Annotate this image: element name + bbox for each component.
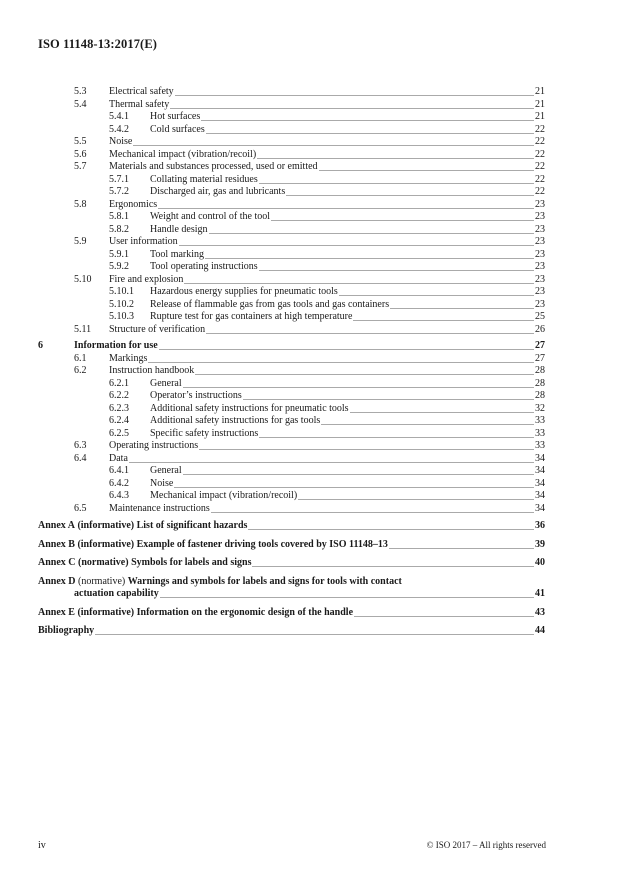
- toc-entry[interactable]: [0, 186, 620, 199]
- toc-entry-number: 5.9: [74, 236, 87, 247]
- toc-entry-line: [150, 249, 545, 262]
- leader-dots: [353, 320, 534, 321]
- leader-dots: [390, 308, 534, 309]
- toc-entry-number: 6.4.2: [109, 477, 129, 489]
- toc-entry-number: 6.2.2: [109, 390, 129, 401]
- toc-entry-title: General: [150, 377, 182, 389]
- toc-entry[interactable]: [0, 161, 620, 174]
- toc-entry-title: Ergonomics: [109, 198, 158, 210]
- toc-bibliography-entry[interactable]: [0, 625, 620, 638]
- toc-entry[interactable]: [0, 490, 620, 503]
- toc-entry-title: Thermal safety: [109, 98, 170, 110]
- annex-page: 36: [535, 520, 545, 531]
- toc-entry-line: [150, 403, 545, 416]
- toc-entry-page: 23: [535, 211, 545, 222]
- annex-type: (informative): [77, 538, 135, 550]
- toc-entry[interactable]: [0, 211, 620, 224]
- toc-entry[interactable]: [0, 440, 620, 453]
- leader-dots: [170, 108, 534, 109]
- toc-entry-number: 5.7.1: [109, 173, 129, 185]
- toc-entry-page: 34: [535, 502, 545, 514]
- toc-entry-number: 5.9.2: [109, 261, 129, 272]
- toc-entry-number: 5.3: [74, 86, 87, 97]
- toc-entry-line: [150, 490, 545, 503]
- annex-label: Annex B: [38, 538, 75, 550]
- toc-entry-title: Specific safety instructions: [150, 427, 259, 439]
- toc-entry-page: 23: [535, 273, 545, 285]
- leader-dots: [158, 208, 534, 209]
- toc-entry-number: 5.10.3: [109, 311, 134, 322]
- annex-type: (informative): [77, 520, 135, 531]
- toc-entry-page: 34: [535, 452, 545, 464]
- toc-entry-title: Fire and explosion: [109, 273, 184, 285]
- toc-entry-line: [150, 174, 545, 187]
- toc-entry-title: General: [150, 465, 182, 476]
- toc-entry-line: [38, 539, 545, 552]
- leader-dots: [183, 387, 534, 388]
- toc-entry[interactable]: [0, 286, 620, 299]
- toc-entry-page: 28: [535, 377, 545, 389]
- toc-entry-number: 6.2.3: [109, 402, 129, 414]
- toc-entry-page: 22: [535, 186, 545, 197]
- toc-entry-title: Tool operating instructions: [150, 261, 258, 272]
- toc-entry-page: 22: [535, 161, 545, 172]
- leader-dots: [259, 437, 534, 438]
- toc-entry-number: 5.7: [74, 161, 87, 172]
- leader-dots: [243, 399, 534, 400]
- bibliography-page: 44: [535, 625, 545, 636]
- toc-entry[interactable]: [0, 249, 620, 262]
- toc-entry-title: Cold surfaces: [150, 123, 205, 135]
- toc-entry[interactable]: [0, 174, 620, 187]
- toc-entry-number: 6.2.1: [109, 377, 129, 389]
- toc-entry[interactable]: [0, 86, 620, 99]
- toc-entry-page: 34: [535, 490, 545, 501]
- toc-annex-entry[interactable]: [0, 520, 620, 533]
- toc-entry[interactable]: [0, 503, 620, 516]
- toc-entry-line: [150, 261, 545, 274]
- toc-entry-page: 22: [535, 136, 545, 147]
- annex-line-2: [74, 588, 545, 601]
- leader-dots: [259, 183, 534, 184]
- toc-entry-title: Operator’s instructions: [150, 390, 242, 401]
- toc-entry[interactable]: [0, 99, 620, 112]
- toc-entry[interactable]: [0, 428, 620, 441]
- toc-entry-number: 5.8: [74, 198, 87, 210]
- toc-entry-number: 5.9.1: [109, 248, 129, 260]
- toc-entry-number: 5.4.1: [109, 111, 129, 122]
- toc-entry-page: 28: [535, 390, 545, 401]
- toc-entry-page: 22: [535, 123, 545, 135]
- toc-entry-title: Weight and control of the tool: [150, 211, 270, 222]
- toc-entry-line: [150, 299, 545, 312]
- toc-entry-line: [74, 340, 545, 353]
- toc-entry-page: 22: [535, 173, 545, 185]
- annex-title-continued: actuation capability: [74, 588, 159, 599]
- leader-dots: [183, 474, 534, 475]
- toc-entry[interactable]: [0, 274, 620, 287]
- toc-entry-title: Instruction handbook: [109, 365, 195, 376]
- toc-annex-entry[interactable]: [0, 576, 620, 601]
- toc-entry-page: 22: [535, 148, 545, 160]
- toc-entry-line: [109, 274, 545, 287]
- annex-label: Annex E: [38, 606, 75, 618]
- toc-entry-page: 23: [535, 298, 545, 310]
- leader-dots: [389, 548, 534, 549]
- toc-entry-page: 34: [535, 465, 545, 476]
- toc-entry-line: [109, 365, 545, 378]
- toc-entry-line: [150, 390, 545, 403]
- toc-entry[interactable]: [0, 324, 620, 337]
- toc-entry-page: 28: [535, 365, 545, 376]
- toc-entry-page: 21: [535, 86, 545, 97]
- leader-dots: [159, 349, 534, 350]
- leader-dots: [160, 597, 534, 598]
- annex-label: Annex C: [38, 557, 76, 568]
- toc-entry-title: Additional safety instructions for pneumatic tools: [150, 402, 349, 414]
- toc-entry-number: 6.2: [74, 365, 87, 376]
- toc-entry-number: 5.7.2: [109, 186, 129, 197]
- annex-page: 40: [535, 557, 545, 568]
- toc-entry-title: Additional safety instructions for gas tools: [150, 415, 321, 426]
- toc-entry-line: [109, 324, 545, 337]
- toc-entry-line: [38, 557, 545, 570]
- toc-entry-title: Rupture test for gas containers at high temperature: [150, 311, 353, 322]
- leader-dots: [211, 512, 534, 513]
- annex-type: (informative): [77, 606, 135, 618]
- leader-dots: [248, 529, 534, 530]
- toc-entry[interactable]: [0, 149, 620, 162]
- leader-dots: [271, 220, 534, 221]
- toc-entry-title: Electrical safety: [109, 86, 174, 97]
- toc-entry-page: 33: [535, 440, 545, 451]
- annex-line-1: [38, 576, 402, 589]
- toc-entry-page: 27: [535, 340, 545, 351]
- leader-dots: [286, 195, 534, 196]
- leader-dots: [321, 424, 534, 425]
- annex-type: (normative): [78, 575, 126, 587]
- toc-entry-line: [150, 465, 545, 478]
- annex-page: 43: [535, 606, 545, 618]
- toc-entry-number: 5.10.1: [109, 286, 134, 297]
- annex-title: Example of fastener driving tools covered by ISO 11148–13: [136, 538, 388, 550]
- toc-entry-line: [150, 428, 545, 441]
- toc-entry-number: 5.8.2: [109, 223, 129, 235]
- toc-annex-entry[interactable]: [0, 557, 620, 570]
- toc-entry-title: Noise: [109, 136, 133, 147]
- toc-entry-page: 21: [535, 111, 545, 122]
- leader-dots: [252, 566, 534, 567]
- toc-entry[interactable]: [0, 465, 620, 478]
- leader-dots: [129, 462, 534, 463]
- toc-entry-number: 5.10: [74, 273, 92, 285]
- toc-entry-number: 6: [38, 340, 43, 351]
- toc-entry[interactable]: [0, 224, 620, 237]
- toc-entry-number: 5.6: [74, 148, 87, 160]
- toc-entry-line: [150, 478, 545, 491]
- toc-entry-line: [109, 99, 545, 112]
- toc-entry-title: Collating material residues: [150, 173, 258, 185]
- toc-entry-title: Hazardous energy supplies for pneumatic tools: [150, 286, 338, 297]
- leader-dots: [354, 616, 534, 617]
- toc-entry-line: [109, 199, 545, 212]
- toc-entry-title: Mechanical impact (vibration/recoil): [150, 490, 298, 501]
- leader-dots: [350, 412, 534, 413]
- toc-entry-line: [38, 607, 545, 620]
- toc-entry[interactable]: [0, 415, 620, 428]
- toc-entry-title: Markings: [109, 352, 148, 364]
- toc-entry-line: [38, 625, 545, 638]
- annex-label: Annex A: [38, 520, 75, 531]
- annex-label: Annex D: [38, 575, 76, 587]
- toc-entry-page: 26: [535, 323, 545, 335]
- toc-entry-number: 6.4.3: [109, 490, 129, 501]
- toc-entry[interactable]: [0, 111, 620, 124]
- leader-dots: [195, 374, 534, 375]
- toc-entry-number: 5.10.2: [109, 298, 134, 310]
- annex-page: 39: [535, 538, 545, 550]
- toc-entry-title: User information: [109, 236, 178, 247]
- leader-dots: [201, 120, 534, 121]
- toc-entry[interactable]: [0, 478, 620, 491]
- toc-entry-title: Operating instructions: [109, 440, 199, 451]
- toc-entry-line: [109, 149, 545, 162]
- toc-entry-line: [150, 378, 545, 391]
- toc-annex-entry[interactable]: [0, 539, 620, 552]
- leader-dots: [199, 449, 534, 450]
- toc-entry-number: 6.1: [74, 352, 87, 364]
- leader-dots: [319, 170, 534, 171]
- toc-entry-page: 33: [535, 427, 545, 439]
- toc-entry[interactable]: [0, 261, 620, 274]
- toc-entry-page: 23: [535, 236, 545, 247]
- page-number: iv: [38, 840, 46, 851]
- toc-entry-title: Handle design: [150, 223, 208, 235]
- leader-dots: [205, 258, 534, 259]
- toc-entry[interactable]: [0, 299, 620, 312]
- leader-dots: [133, 145, 534, 146]
- toc-entry-page: 34: [535, 477, 545, 489]
- toc-entry[interactable]: [0, 199, 620, 212]
- toc-entry-page: 21: [535, 98, 545, 110]
- toc-entry-number: 6.4.1: [109, 465, 129, 476]
- leader-dots: [209, 233, 535, 234]
- toc-entry[interactable]: [0, 124, 620, 137]
- leader-dots: [148, 362, 534, 363]
- toc-entry[interactable]: [0, 453, 620, 466]
- toc-entry[interactable]: [0, 365, 620, 378]
- toc-entry-number: 6.3: [74, 440, 87, 451]
- toc-entry-line: [109, 161, 545, 174]
- leader-dots: [257, 158, 534, 159]
- toc-entry-number: 5.11: [74, 323, 92, 335]
- toc-entry-page: 33: [535, 415, 545, 426]
- toc-entry-line: [150, 124, 545, 137]
- toc-annex-entry[interactable]: [0, 607, 620, 620]
- toc-entry-line: [109, 503, 545, 516]
- toc-entry[interactable]: [0, 136, 620, 149]
- toc-entry-line: [150, 186, 545, 199]
- toc-entry-number: 5.4: [74, 98, 87, 110]
- toc-entry-title: Tool marking: [150, 248, 205, 260]
- toc-entry-line: [150, 415, 545, 428]
- toc-entry-title: Noise: [150, 477, 174, 489]
- leader-dots: [206, 133, 534, 134]
- toc-entry-page: 27: [535, 352, 545, 364]
- annex-title: List of significant hazards: [136, 520, 248, 531]
- toc-entry-title: Hot surfaces: [150, 111, 201, 122]
- toc-entry[interactable]: [0, 311, 620, 324]
- toc-entry-title: Data: [109, 452, 128, 464]
- annex-title: Symbols for labels and signs: [131, 557, 252, 568]
- toc-entry-title: Materials and substances processed, used or emitted: [109, 161, 318, 172]
- leader-dots: [174, 487, 534, 488]
- toc-entry-title: Discharged air, gas and lubricants: [150, 186, 286, 197]
- toc-entry-title: Information for use: [74, 340, 158, 351]
- toc-entry-line: [150, 111, 545, 124]
- toc-entry-line: [38, 520, 545, 533]
- toc-entry-line: [150, 211, 545, 224]
- toc-entry[interactable]: [0, 403, 620, 416]
- toc-entry[interactable]: [0, 390, 620, 403]
- toc-entry-line: [109, 453, 545, 466]
- copyright-notice: © ISO 2017 – All rights reserved: [426, 840, 546, 850]
- leader-dots: [206, 333, 534, 334]
- toc-entry-title: Structure of verification: [109, 323, 206, 335]
- annex-title: Information on the ergonomic design of the handle: [136, 606, 354, 618]
- toc-entry-number: 6.2.5: [109, 427, 129, 439]
- annex-type: (normative): [78, 557, 129, 568]
- toc-entry-number: 5.4.2: [109, 123, 129, 135]
- toc-entry-number: 5.8.1: [109, 211, 129, 222]
- annex-title: Warnings and symbols for labels and signs for tools with contact: [127, 575, 402, 587]
- toc-entry-number: 5.5: [74, 136, 87, 147]
- bibliography-title: Bibliography: [38, 625, 95, 636]
- leader-dots: [298, 499, 534, 500]
- leader-dots: [175, 95, 534, 96]
- toc-entry-number: 6.5: [74, 502, 87, 514]
- toc-entry-line: [109, 440, 545, 453]
- toc-entry-line: [109, 86, 545, 99]
- document-id-header: ISO 11148-13:2017(E): [38, 37, 158, 51]
- toc-entry-line: [150, 224, 545, 237]
- leader-dots: [95, 634, 534, 635]
- leader-dots: [179, 245, 534, 246]
- toc-entry-page: 23: [535, 248, 545, 260]
- toc-entry-line: [150, 311, 545, 324]
- toc-entry-line: [109, 353, 545, 366]
- toc-entry[interactable]: [0, 378, 620, 391]
- toc-entry-page: 23: [535, 286, 545, 297]
- leader-dots: [184, 283, 534, 284]
- annex-page: 41: [535, 588, 545, 599]
- toc-entry-page: 25: [535, 311, 545, 322]
- leader-dots: [259, 270, 534, 271]
- toc-entry-page: 23: [535, 223, 545, 235]
- toc-entry-number: 6.4: [74, 452, 87, 464]
- toc-entry-line: [109, 236, 545, 249]
- toc-entry[interactable]: [0, 340, 620, 353]
- toc-entry-title: Mechanical impact (vibration/recoil): [109, 148, 257, 160]
- toc-entry-title: Release of flammable gas from gas tools and gas containers: [150, 298, 390, 310]
- toc-entry-number: 6.2.4: [109, 415, 129, 426]
- toc-entry[interactable]: [0, 353, 620, 366]
- toc-entry-page: 23: [535, 261, 545, 272]
- toc-entry-line: [150, 286, 545, 299]
- toc-entry-line: [109, 136, 545, 149]
- toc-entry-page: 23: [535, 198, 545, 210]
- toc-entry-page: 32: [535, 402, 545, 414]
- toc-entry[interactable]: [0, 236, 620, 249]
- toc-entry-title: Maintenance instructions: [109, 502, 210, 514]
- leader-dots: [339, 295, 534, 296]
